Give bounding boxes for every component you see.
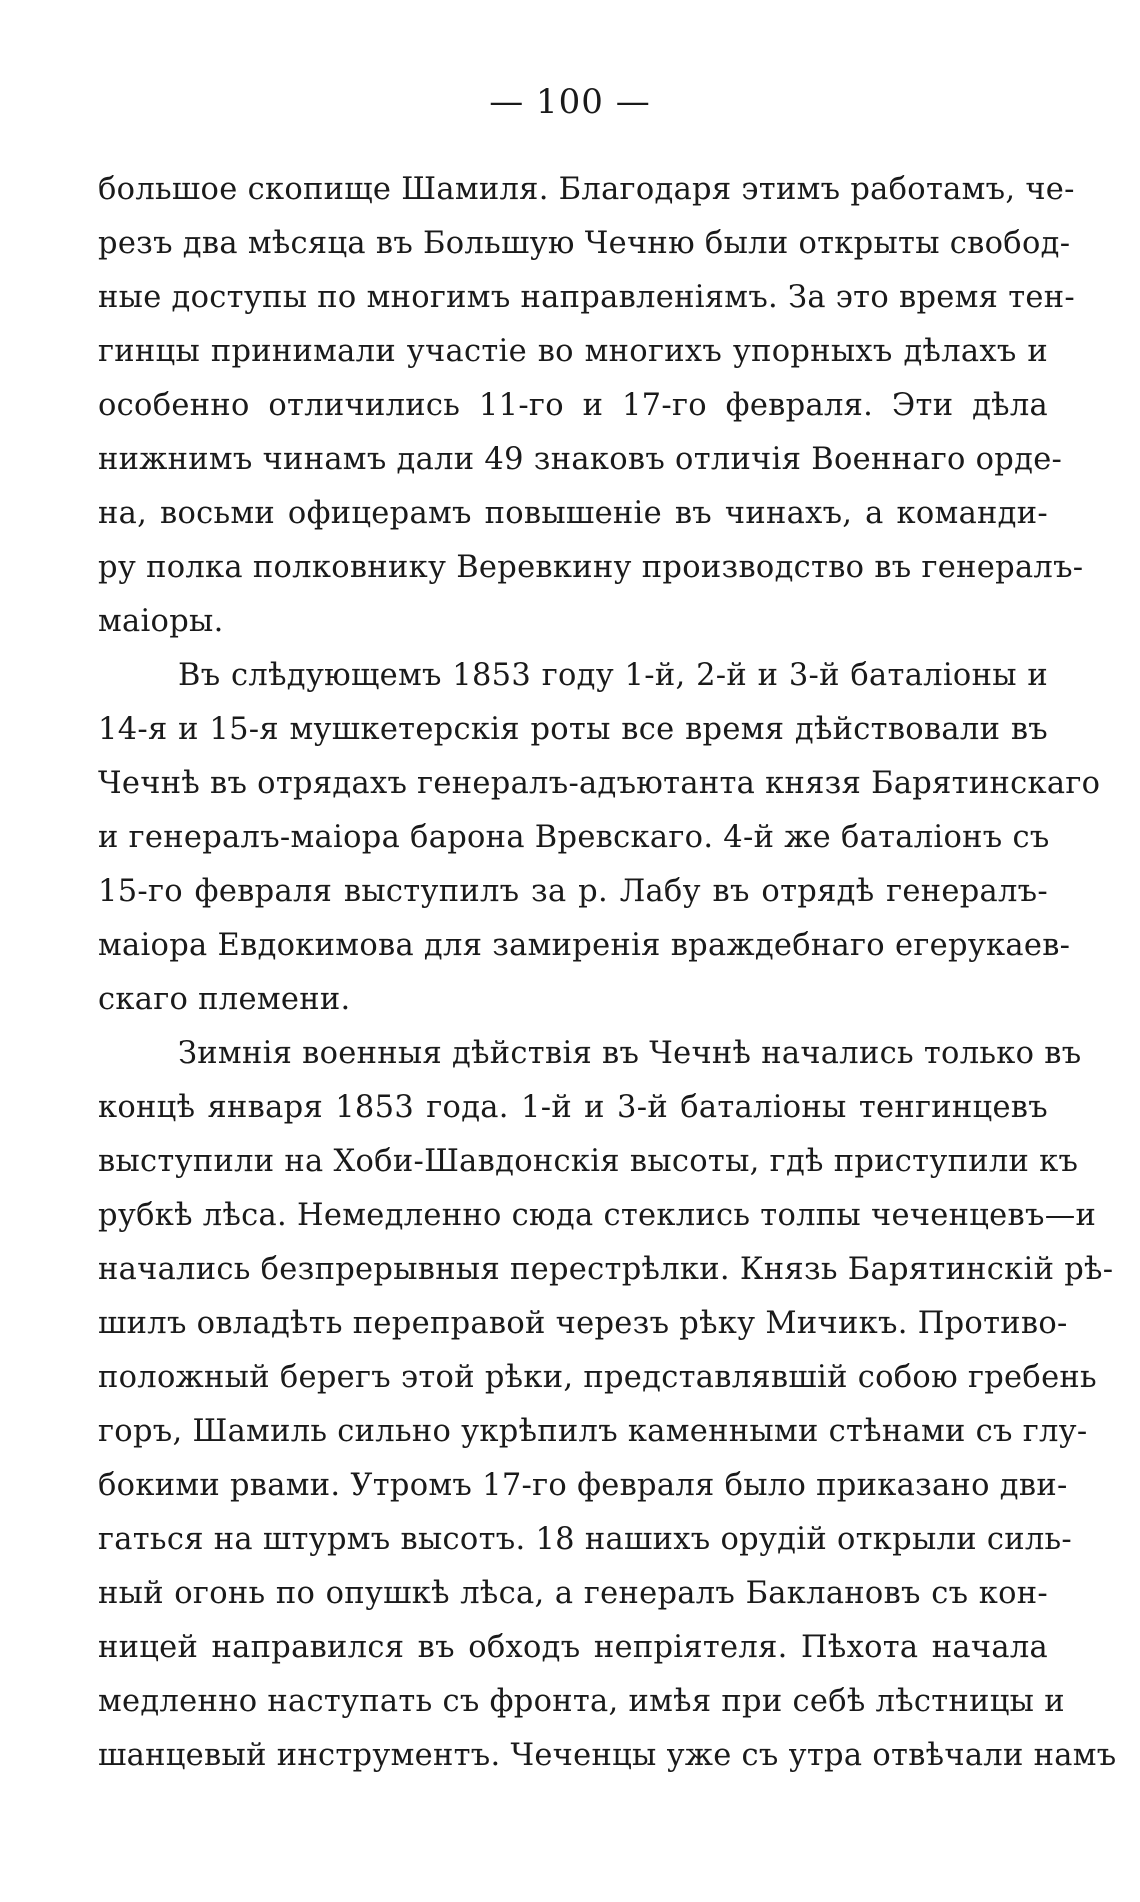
text-line: маіора Евдокимова для замиренія враждебнаго егерукаев- — [98, 928, 1071, 963]
text-line: маіоры. — [98, 604, 224, 639]
text-line: горъ, Шамиль сильно укрѣпилъ каменными стѣнами съ глу- — [98, 1414, 1088, 1449]
text-line: шилъ овладѣть переправой черезъ рѣку Мичикъ. Противо- — [98, 1306, 1068, 1341]
text-line: скаго племени. — [98, 982, 351, 1017]
paragraph-3 — [98, 1027, 1117, 1783]
paragraph-1 — [98, 163, 1084, 649]
text-line: ру полка полковнику Веревкину производство въ генералъ- — [98, 550, 1084, 585]
text-line: начались безпрерывныя перестрѣлки. Князь Барятинскій рѣ- — [98, 1252, 1114, 1287]
page-body — [98, 163, 1117, 1783]
text-line: резъ два мѣсяца въ Большую Чечню были открыты свобод- — [98, 226, 1071, 261]
text-line: большое скопище Шамиля. Благодаря этимъ работамъ, че- — [98, 172, 1075, 207]
text-line: на, восьми офицерамъ повышеніе въ чинахъ, а команди- — [98, 496, 1048, 531]
text-line: положный берегъ этой рѣки, представлявшій собою гребень — [98, 1360, 1097, 1395]
text-line: Зимнія военныя дѣйствія въ Чечнѣ начались только въ — [178, 1036, 1082, 1071]
text-line: особенно отличились 11-го и 17-го февраля. Эти дѣла — [98, 388, 1048, 423]
text-line: ные доступы по многимъ направленіямъ. За это время тен- — [98, 280, 1075, 315]
text-line: нижнимъ чинамъ дали 49 знаковъ отличія Военнаго орде- — [98, 442, 1063, 477]
text-line: Чечнѣ въ отрядахъ генералъ-адъютанта князя Барятинскаго — [98, 766, 1101, 801]
text-line: концѣ января 1853 года. 1-й и 3-й баталіоны тенгинцевъ — [98, 1090, 1048, 1125]
text-line: шанцевый инструментъ. Чеченцы уже съ утра отвѣчали намъ — [98, 1738, 1117, 1773]
text-line: и генералъ-маіора барона Вревскаго. 4-й же баталіонъ съ — [98, 820, 1050, 855]
text-line: ницей направился въ обходъ непріятеля. Пѣхота начала — [98, 1630, 1048, 1665]
text-line: выступили на Хоби-Шавдонскія высоты, гдѣ приступили къ — [98, 1144, 1079, 1179]
text-line: Въ слѣдующемъ 1853 году 1-й, 2-й и 3-й баталіоны и — [178, 658, 1048, 693]
page-number: — 100 — — [489, 82, 651, 122]
text-line: рубкѣ лѣса. Немедленно сюда стеклись толпы чеченцевъ—и — [98, 1198, 1097, 1233]
text-line: гаться на штурмъ высотъ. 18 нашихъ орудій открыли силь- — [98, 1522, 1073, 1557]
text-line: медленно наступать съ фронта, имѣя при себѣ лѣстницы и — [98, 1684, 1065, 1719]
text-line: гинцы принимали участіе во многихъ упорныхъ дѣлахъ и — [98, 334, 1048, 369]
paragraph-2 — [98, 649, 1101, 1027]
text-line: 14-я и 15-я мушкетерскія роты все время дѣйствовали въ — [98, 712, 1048, 747]
text-line: бокими рвами. Утромъ 17-го февраля было приказано дви- — [98, 1468, 1068, 1503]
text-line: 15-го февраля выступилъ за р. Лабу въ отрядѣ генералъ- — [98, 874, 1048, 909]
text-line: ный огонь по опушкѣ лѣса, а генералъ Баклановъ съ кон- — [98, 1576, 1048, 1611]
